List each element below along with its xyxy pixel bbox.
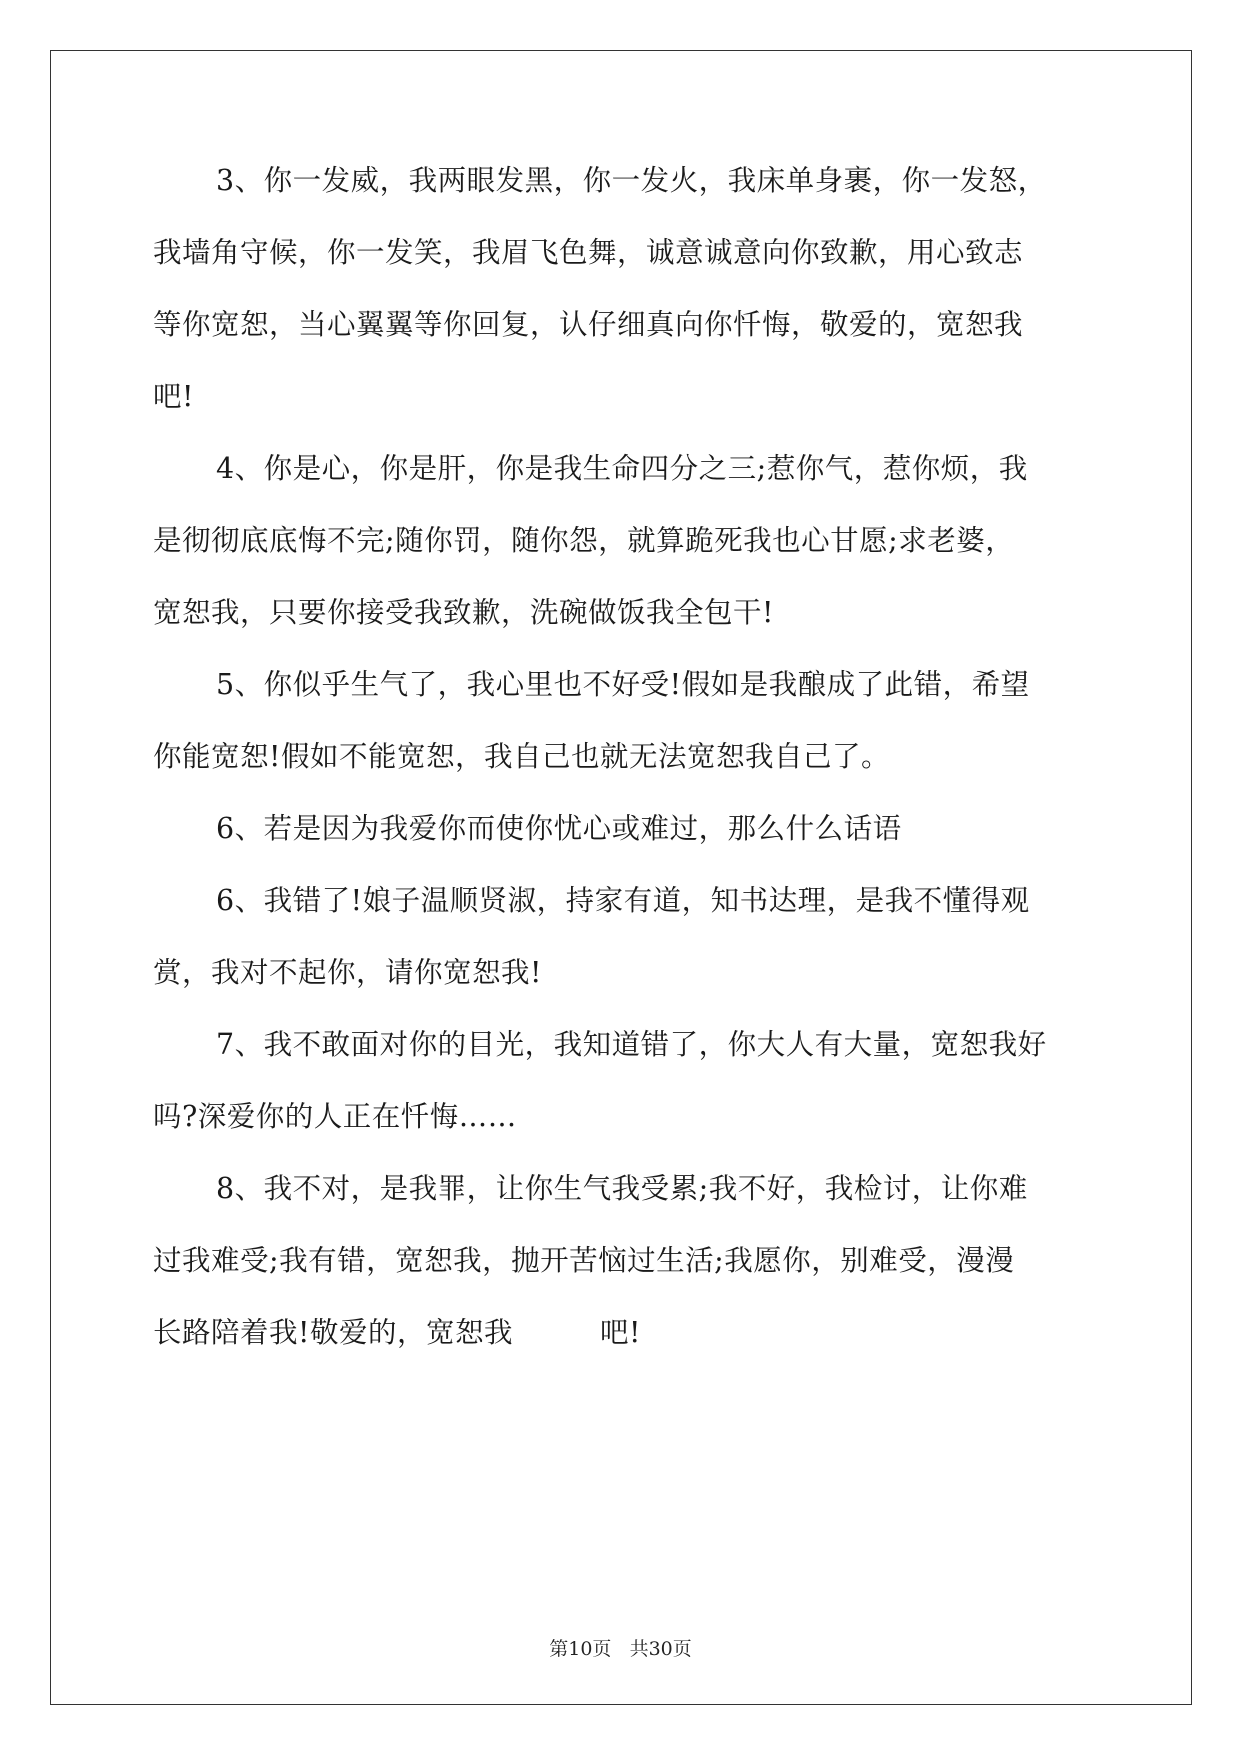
page-frame	[50, 50, 1192, 1705]
text-line: 等你宽恕，当心翼翼等你回复，认仔细真向你忏悔，敬爱的，宽恕我	[153, 308, 1024, 341]
text-line: 5、你似乎生气了，我心里也不好受!假如是我酿成了此错，希望	[216, 668, 1030, 701]
text-line: 吧!	[153, 380, 194, 413]
text-line: 我墙角守候，你一发笑，我眉飞色舞，诚意诚意向你致歉，用心致志	[153, 236, 1024, 269]
text-line: 吗?深爱你的人正在忏悔……	[153, 1100, 517, 1133]
text-line: 赏，我对不起你，请你宽恕我!	[153, 956, 542, 989]
page-number-total: 共30页	[629, 1638, 692, 1660]
text-line: 过我难受;我有错，宽恕我，抛开苦恼过生活;我愿你，别难受，漫漫	[153, 1244, 1015, 1277]
text-line: 3、你一发威，我两眼发黑，你一发火，我床单身裹，你一发怒，	[216, 164, 1047, 197]
text-line: 7、我不敢面对你的目光，我知道错了，你大人有大量，宽恕我好	[216, 1028, 1047, 1061]
text-line: 8、我不对，是我罪，让你生气我受累;我不好，我检讨，让你难	[216, 1172, 1028, 1205]
text-line: 你能宽恕!假如不能宽恕，我自己也就无法宽恕我自己了。	[153, 740, 890, 773]
text-line: 6、若是因为我爱你而使你忧心或难过，那么什么话语	[216, 812, 902, 845]
text-line: 宽恕我，只要你接受我致歉，洗碗做饭我全包干!	[153, 596, 774, 629]
text-line: 是彻彻底底悔不完;随你罚，随你怨，就算跪死我也心甘愿;求老婆，	[153, 524, 1015, 557]
text-line: 6、我错了!娘子温顺贤淑，持家有道，知书达理，是我不懂得观	[216, 884, 1030, 917]
text-line: 4、你是心，你是肝，你是我生命四分之三;惹你气，惹你烦，我	[216, 452, 1028, 485]
text-line: 长路陪着我!敬爱的，宽恕我 吧!	[153, 1316, 641, 1349]
page-footer	[0, 1634, 1241, 1661]
page-number-current: 第10页	[549, 1638, 612, 1660]
